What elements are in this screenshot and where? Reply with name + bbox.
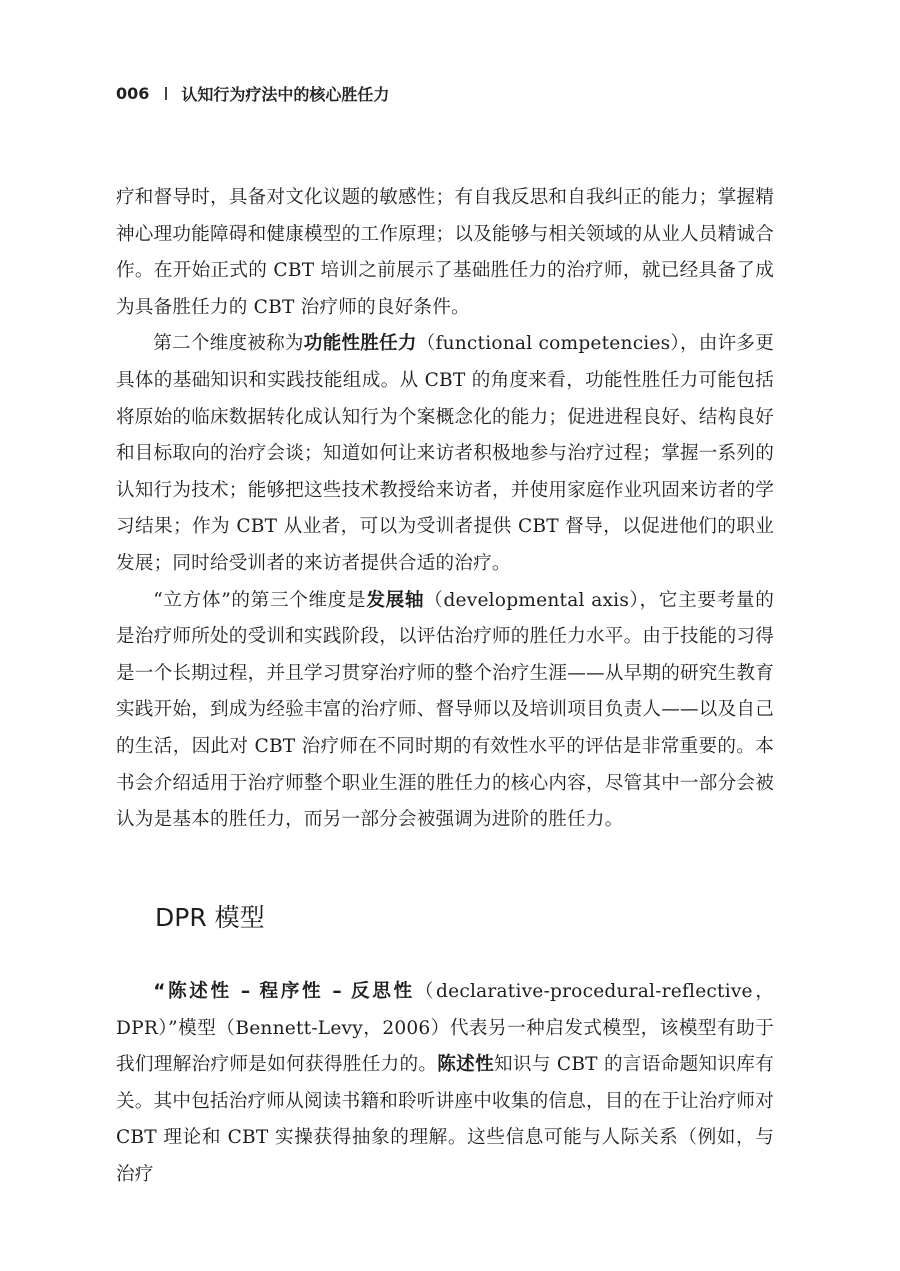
paragraph-text: （functional competencies），由许多更具体的基础知识和实践技能组成。从 CBT 的角度来看，功能性胜任力可能包括将原始的临床数据转化成认知行为个案概念化的能力；促进进程良好、结构良好和目标取向的治疗会谈；知道如何让来访者积极地参与治疗过程；掌握一系列的认知行为技术；能够把这些技术教授给来访者，并使用家庭作业巩固来访者的学习结果；作为 CBT 从业者，可以为受训者提供 CBT 督导，以促进他们的职业发展；同时给受训者的来访者提供合适的治疗。 [116, 333, 775, 574]
paragraph-continued [116, 180, 774, 326]
bold-term: 陈述性 [437, 1054, 494, 1076]
paragraph-text: 疗和督导时，具备对文化议题的敏感性；有自我反思和自我纠正的能力；掌握精神心理功能障碍和健康模型的工作原理；以及能够与相关领域的从业人员精诚合作。在开始正式的 CBT 培训之前展示了基础胜任力的治疗师，就已经具备了成为具备胜任力的 CBT 治疗师的良好条件。 [116, 187, 774, 318]
paragraph-text: “立方体”的第三个维度是 [153, 589, 367, 611]
page-number: 006 [116, 84, 150, 103]
section-heading: DPR 模型 [155, 903, 265, 932]
running-header [116, 82, 389, 105]
body-text-lower [116, 974, 774, 1194]
body-text-upper [116, 180, 774, 839]
bold-term: 陈述性 – 程序性 – 反思性 [165, 981, 415, 1002]
paragraph-text: 知识与 CBT 的言语命题知识库有关。其中包括治疗师从阅读书籍和聆听讲座中收集的信息，目的在于让治疗师对 CBT 理论和 CBT 实操获得抽象的理解。这些信息可能与人际关系（例如，与治疗 [116, 1054, 774, 1185]
header-separator [165, 87, 167, 100]
paragraph-dpr-model [116, 974, 774, 1194]
book-title: 认知行为疗法中的核心胜任力 [181, 85, 390, 104]
paragraph-text: （developmental axis），它主要考量的是治疗师所处的受训和实践阶段，以评估治疗师的胜任力水平。由于技能的习得是一个长期过程，并且学习贯穿治疗师的整个治疗生涯——从早期的研究生教育实践开始，到成为经验丰富的治疗师、督导师以及培训项目负责人——以及自己的生活，因此对 CBT 治疗师在不同时期的有效性水平的评估是非常重要的。本书会介绍适用于治疗师整个职业生涯的胜任力的核心内容，尽管其中一部分会被认为是基本的胜任力，而另一部分会被强调为进阶的胜任力。 [116, 589, 774, 831]
bold-term: 功能性胜任力 [303, 333, 417, 355]
paragraph-developmental-axis [116, 583, 774, 839]
paragraph-text: 第二个维度被称为 [153, 333, 304, 355]
paragraph-text: （declarative-procedural-reflective，DPR）”模型（Bennett-Levy，2006）代表另一种启发式模型，该模型有助于我们理解治疗师是如何获得胜任力的。 [116, 981, 774, 1076]
paragraph-functional-competencies [116, 326, 774, 582]
bold-term: “ [153, 981, 166, 1002]
bold-term: 发展轴 [366, 589, 425, 611]
